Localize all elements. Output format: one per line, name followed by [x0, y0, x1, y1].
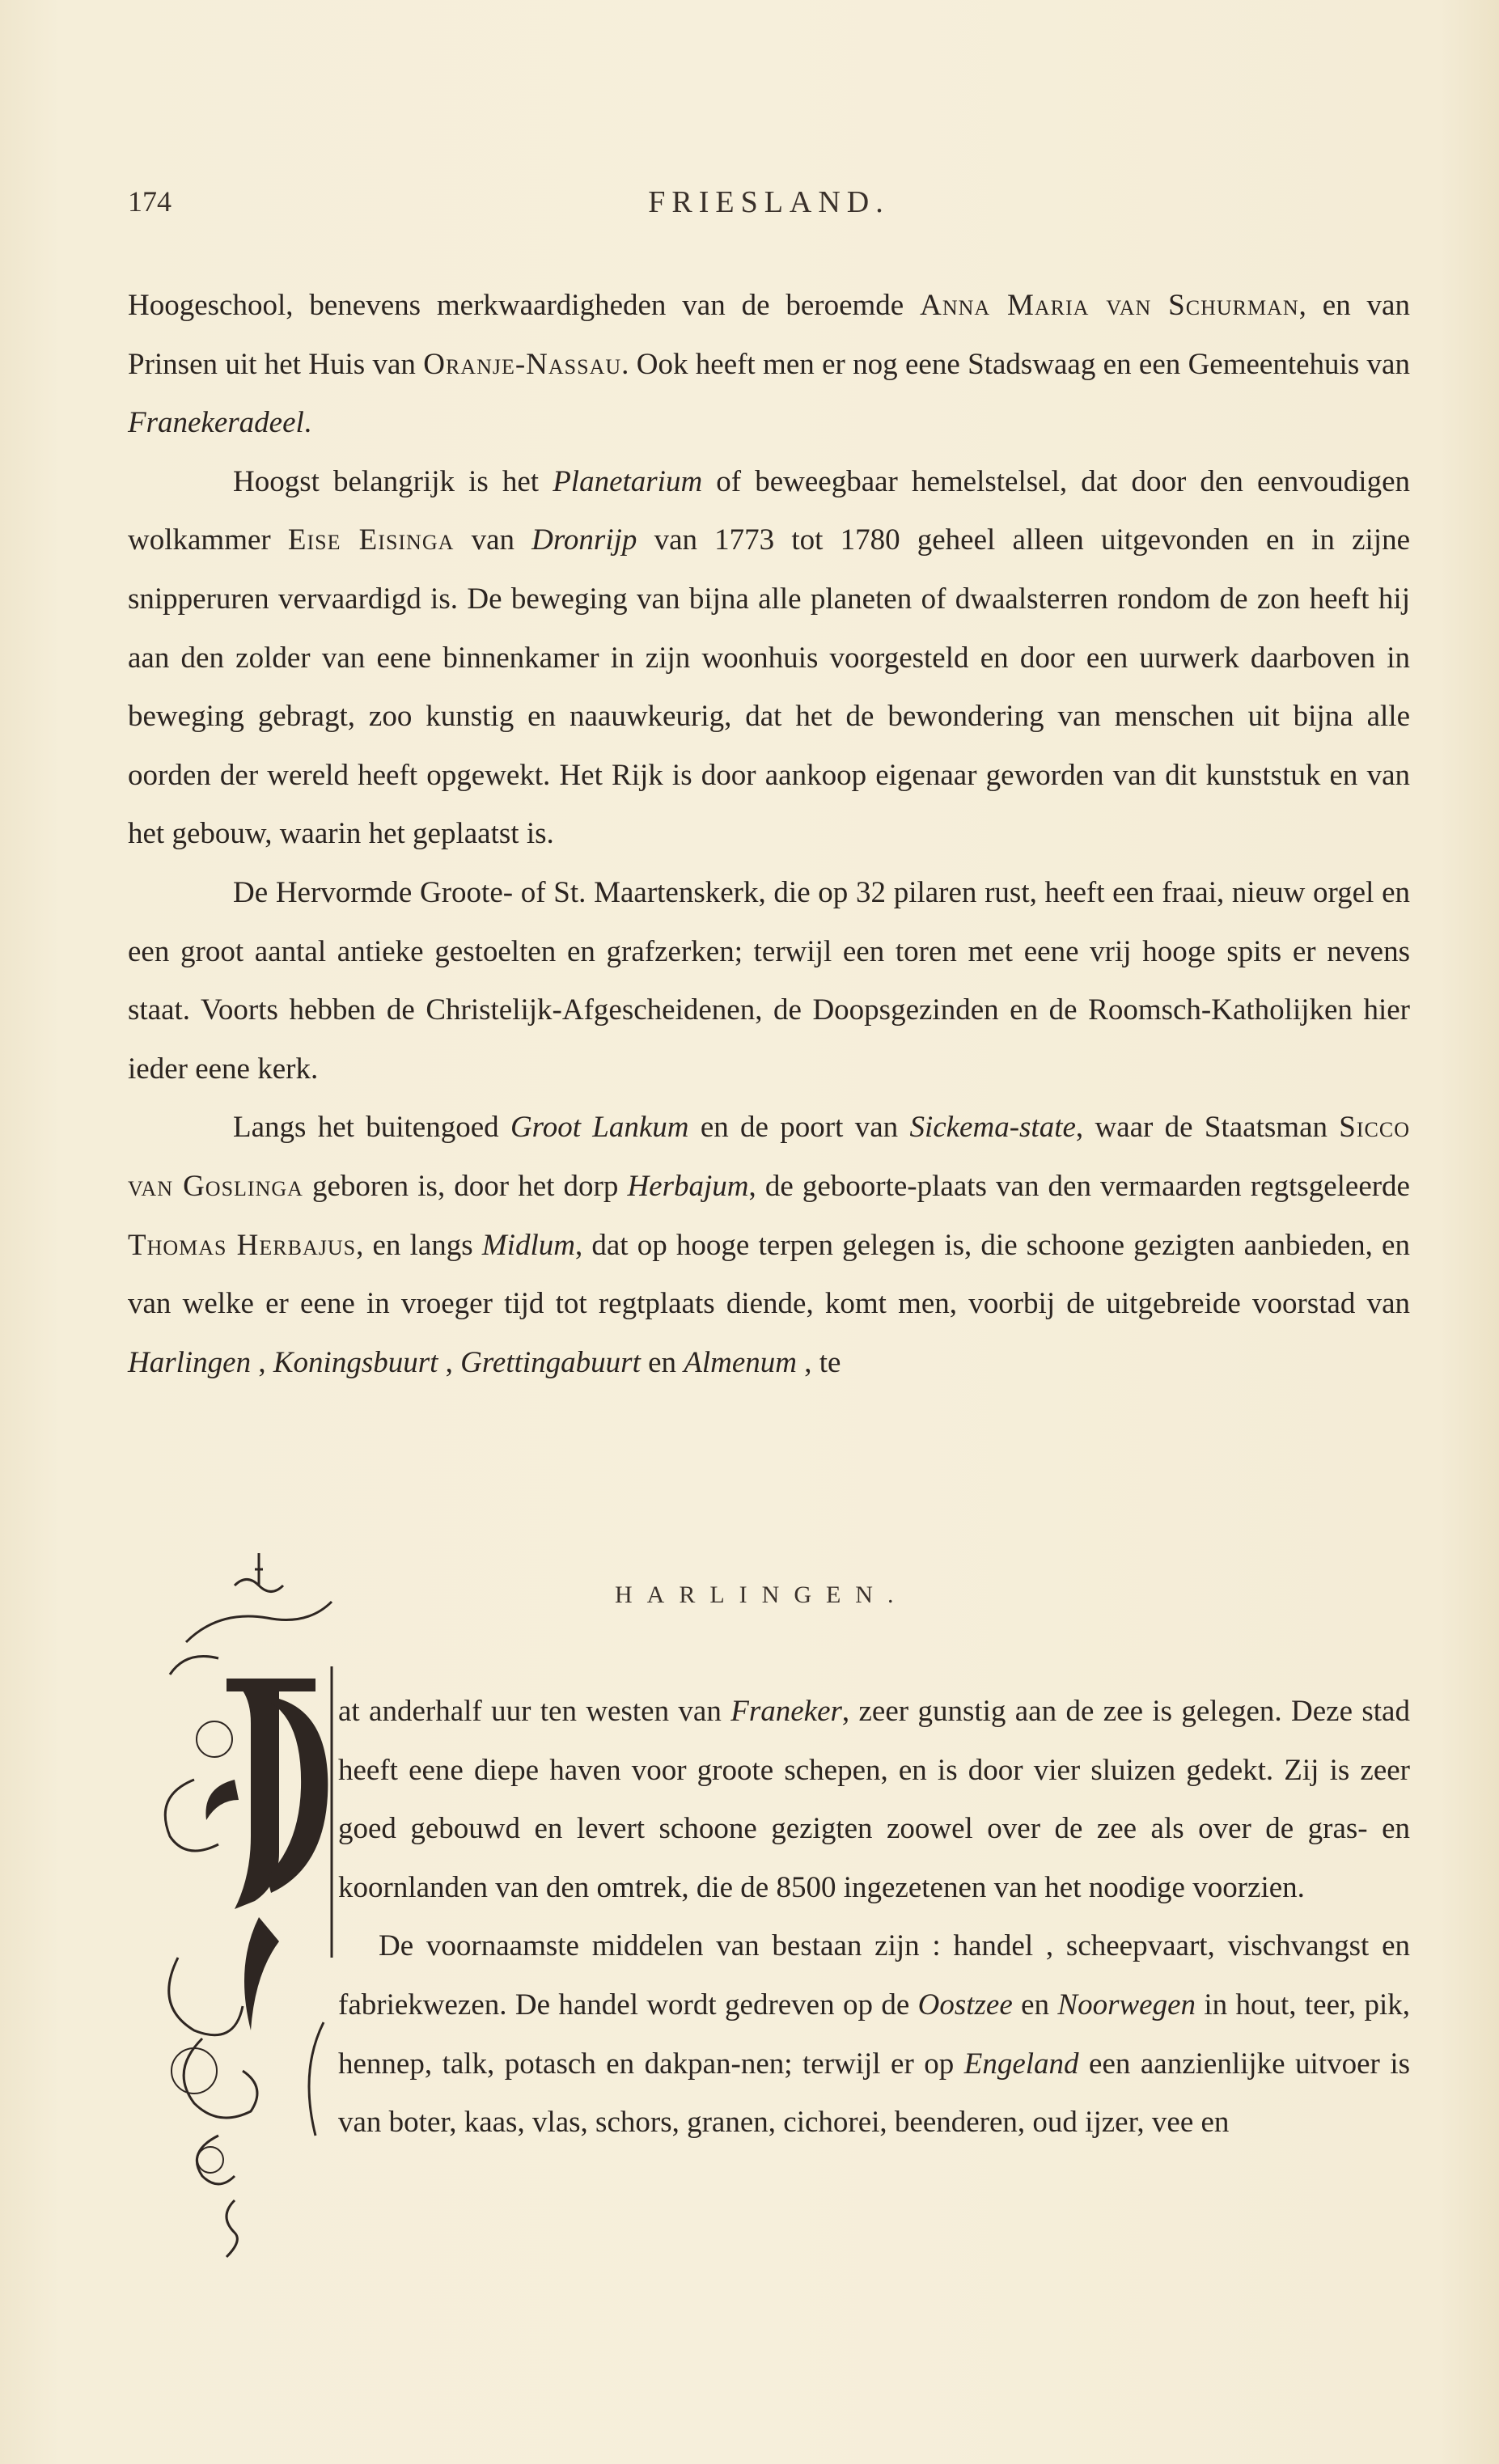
section-title: HARLINGEN. — [615, 1581, 908, 1608]
paragraph: Langs het buitengoed Groot Lankum en de poort van Sickema-state, waar de Staatsman Sicco van Goslinga geboren is, door het dorp Herbajum, de geboorte-plaats van den vermaarden regtsgeleerde Thomas Herbajus, en langs Midlum, dat op hooge terpen gelegen is, die schoone gezigten aanbieden, en van welke er eene in vroeger tijd tot regtplaats diende, komt men, voorbij de uitgebreide voorstad van Harlingen , Koningsbuurt , Grettingabuurt en Almenum , te — [128, 1111, 1410, 1379]
section-text — [338, 1683, 1410, 2153]
paragraph: Hoogeschool, benevens merkwaardigheden van de beroemde Anna Maria van Schurman, en van Prinsen uit het Huis van Oranje-Nassau. Ook heeft men er nog eene Stadswaag en een Gemeentehuis van Franekeradeel. — [128, 289, 1410, 440]
decorated-initial-d-icon — [138, 1537, 344, 2265]
running-title: FRIESLAND. — [648, 185, 890, 219]
paragraph: at anderhalf uur ten westen van Franeker, zeer gunstig aan de zee is gelegen. Deze stad heeft eene diepe haven voor groote schepen, en is door vier sluizen gedekt. Zij is zeer goed gebouwd en levert schoone gezigten zoowel over de zee als over de gras- en koornlanden van den omtrek, die de 8500 ingezetenen van het noodige voorzien. — [338, 1695, 1410, 1904]
page-number: 174 — [128, 185, 171, 218]
running-head — [128, 184, 1410, 233]
paragraph: Hoogst belangrijk is het Planetarium of beweegbaar hemelstelsel, dat door den eenvoudigen wolkammer Eise Eisinga van Dronrijp van 1773 tot 1780 geheel alleen uitgevonden en in zijne snipperuren vervaardigd is. De beweging van bijna alle planeten of dwaalsterren rondom de zon heeft hij aan den zolder van eene binnenkamer in zijn woonhuis voorgesteld en door een uurwerk daarboven in beweging gebragt, zoo kunstig en naauwkeurig, dat het de bewondering van menschen uit bijna alle oorden der wereld heeft opgewekt. Het Rijk is door aankoop eigenaar geworden van dit kunststuk en van het gebouw, waarin het geplaatst is. — [128, 464, 1410, 851]
main-text — [128, 277, 1410, 1392]
paragraph: De voornaamste middelen van bestaan zijn : handel , scheepvaart, vischvangst en fabriekwezen. De handel wordt gedreven op de Oostzee en Noorwegen in hout, teer, pik, hennep, talk, potasch en dakpan-nen; terwijl er op Engeland een aanzienlijke uitvoer is van boter, kaas, vlas, schors, granen, cichorei, beenderen, oud ijzer, vee en — [338, 1929, 1411, 2140]
paragraph: De Hervormde Groote- of St. Maartenskerk, die op 32 pilaren rust, heeft een fraai, nieuw orgel en een groot aantal antieke gestoelten en grafzerken; terwijl een toren met eene vrij hooge spits er nevens staat. Voorts hebben de Christelijk-Afgescheidenen, de Doopsgezinden en de Roomsch-Katholijken hier ieder eene kerk. — [128, 875, 1410, 1086]
